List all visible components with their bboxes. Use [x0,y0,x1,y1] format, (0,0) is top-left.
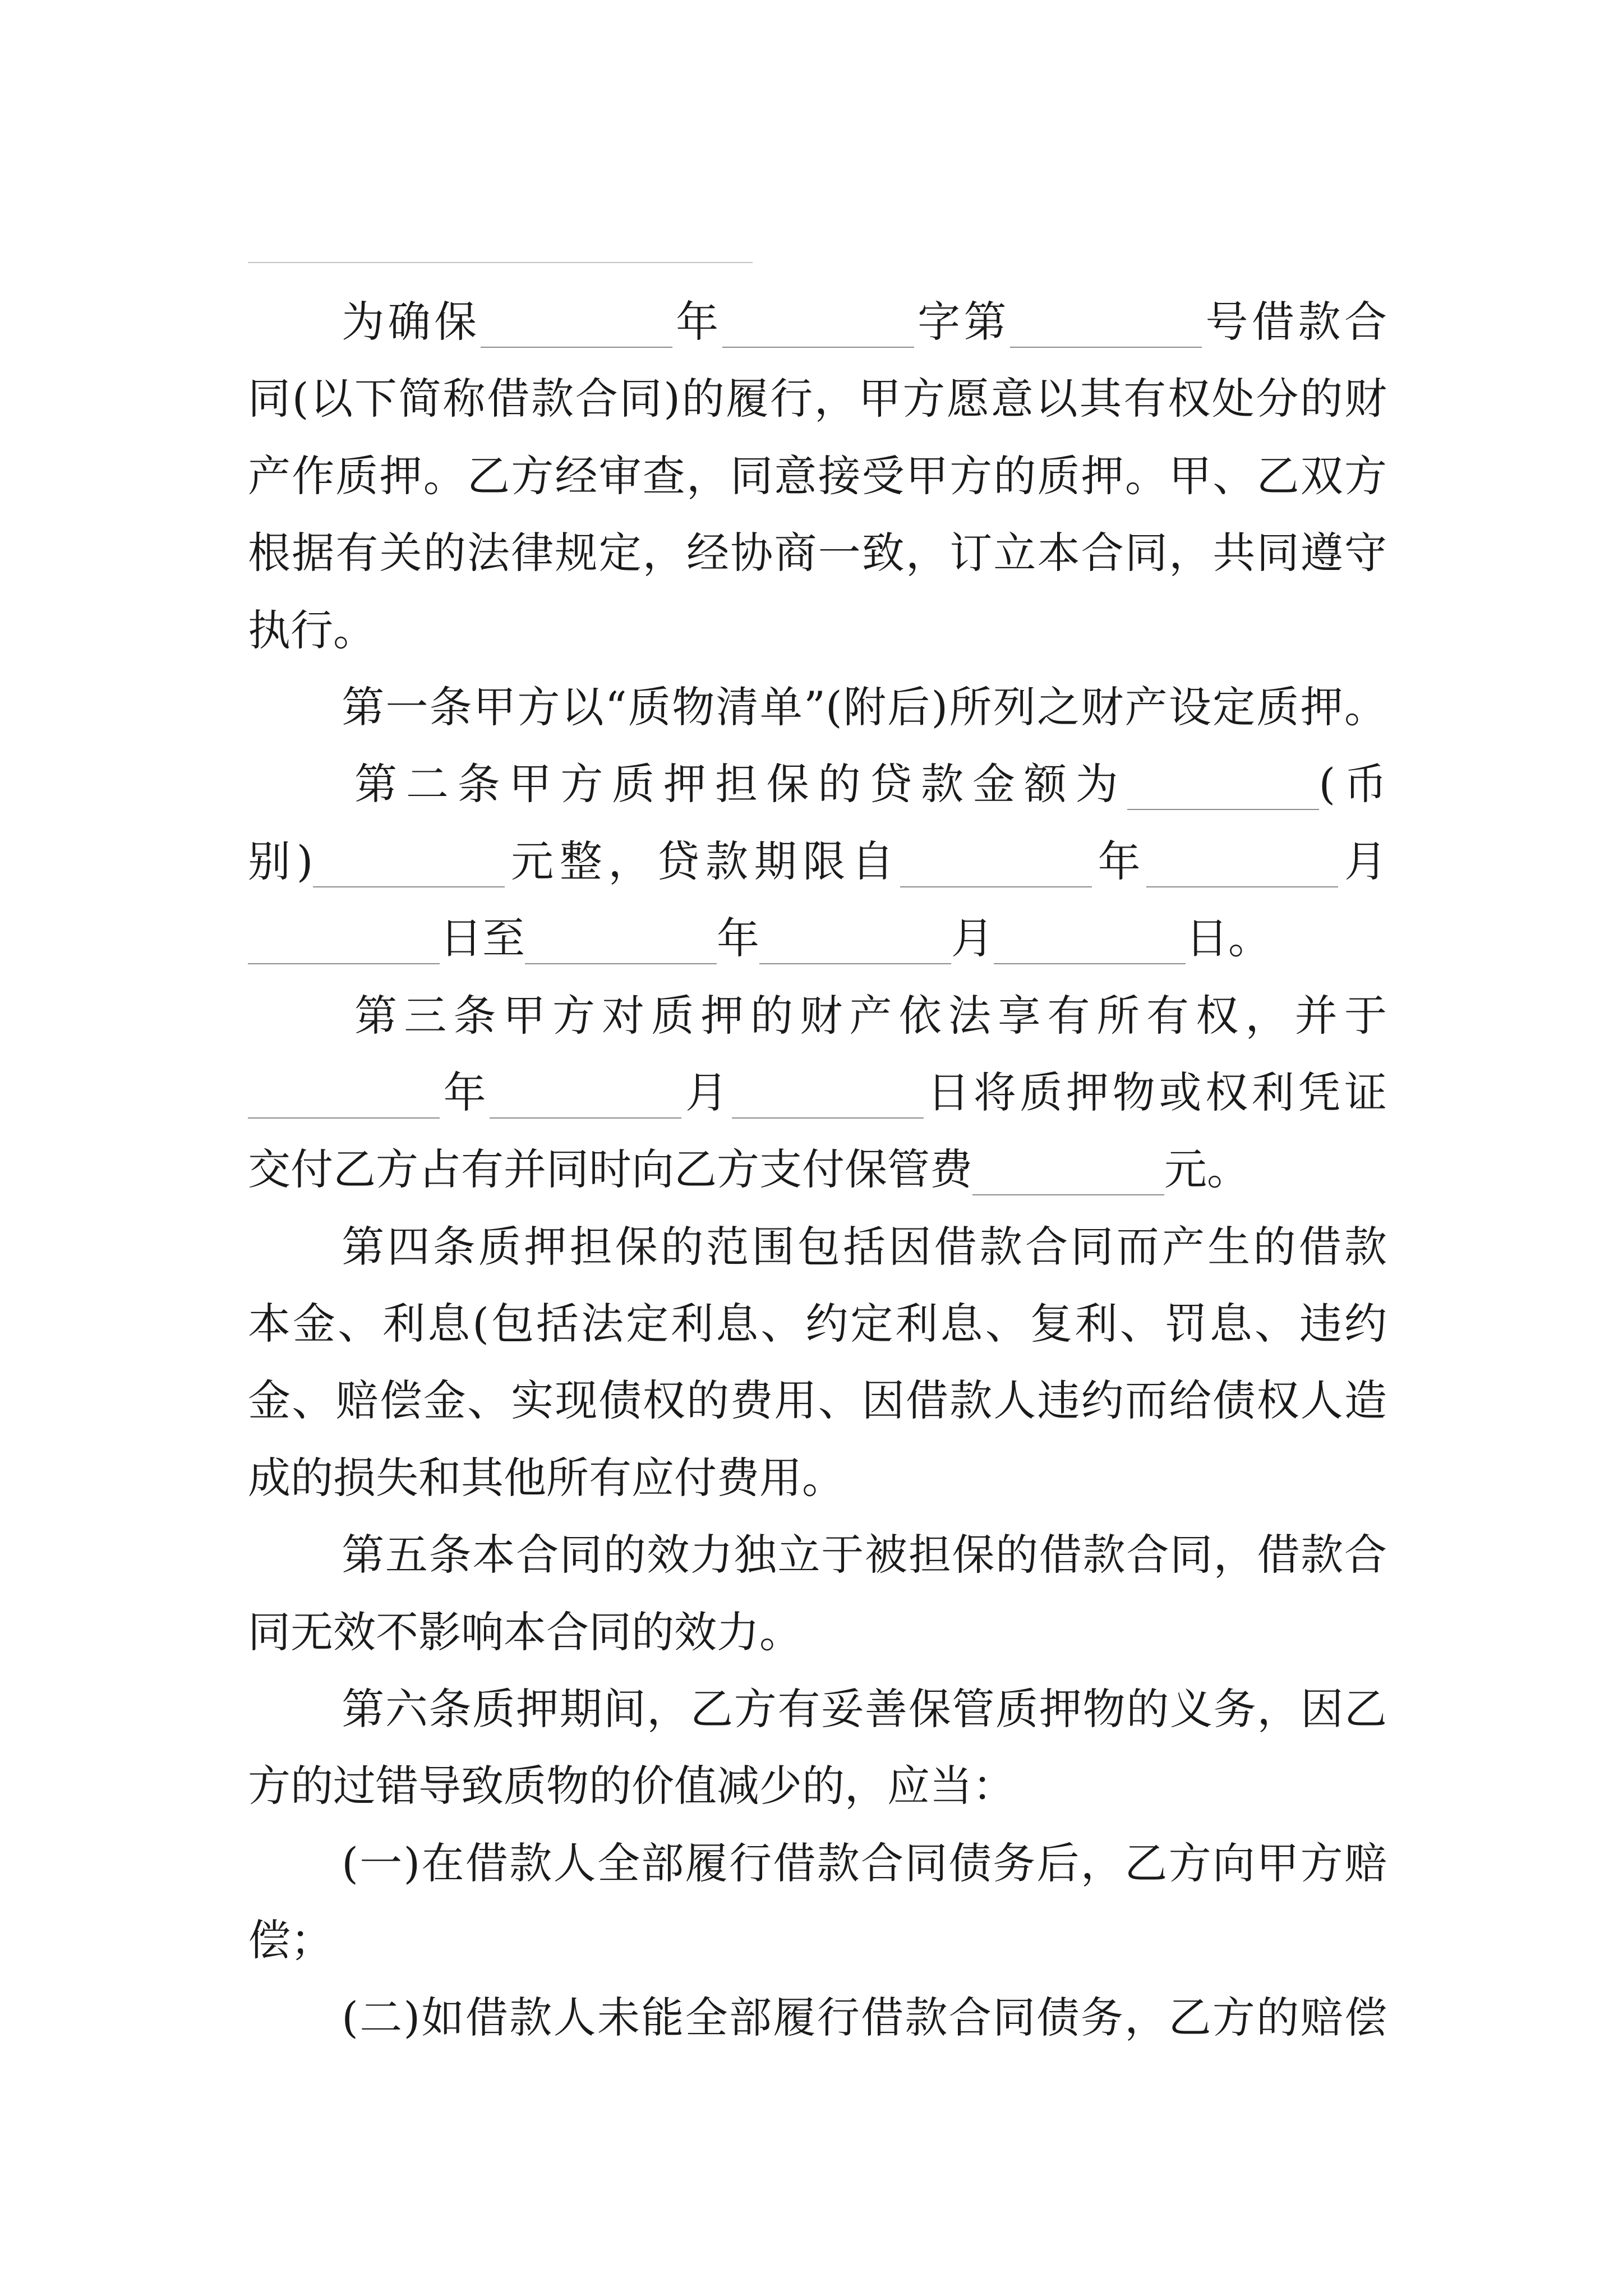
clause-2-paragraph [248,1979,1387,2056]
article-1-paragraph [248,669,1387,746]
blank-field [1146,836,1338,887]
text-line: 第二条甲方质押担保的贷款金额为 (币 [354,759,1387,809]
blank-field [313,836,505,887]
blank-field [481,297,672,348]
text-line: 年 月 日将质押物或权利凭证 [248,1054,1387,1131]
article-5-paragraph [248,1516,1387,1671]
article-4-paragraph [248,1208,1387,1517]
blank-field [490,1068,681,1119]
text-line: 产作质押。乙方经审查，同意接受甲方的质押。甲、乙双方 [248,450,1387,501]
blank-field [248,1068,440,1119]
text-line: 第六条质押期间，乙方有妥善保管质押物的义务，因乙 [342,1684,1387,1734]
text-line: 同无效不影响本合同的效力。 [248,1607,802,1657]
text-line: 日至 年 月 日。 [248,900,1387,977]
text-line: 成的损失和其他所有应付费用。 [248,1452,845,1503]
text-line: 执行。 [248,605,376,655]
text-line: 偿； [248,1915,333,1966]
clause-1-paragraph [248,1825,1387,1979]
text-line: 第五条本合同的效力独立于被担保的借款合同，借款合 [342,1530,1387,1580]
text-line: 交付乙方占有并同时向乙方支付保管费 元。 [248,1144,1249,1195]
text-line: 根据有关的法律规定，经协商一致，订立本合同，共同遵守 [248,528,1387,578]
text-line: (二)如借款人未能全部履行借款合同债务，乙方的赔偿 [342,1992,1387,2042]
article-3-paragraph [248,977,1387,1208]
text-line: 第三条甲方对质押的财产依法享有所有权，并于 [354,990,1387,1041]
text-line: 为确保 年 字第 号借款合 [342,297,1387,347]
preamble-paragraph [248,283,1387,669]
article-6-paragraph [248,1671,1387,1825]
text-line: 第一条甲方以“质物清单”(附后)所列之财产设定质押。 [342,682,1387,732]
text-line: 金、赔偿金、实现债权的费用、因借款人违约而给债权人造 [248,1375,1387,1426]
blank-field [248,913,440,964]
text-line: 同(以下简称借款合同)的履行，甲方愿意以其有权处分的财 [248,374,1387,424]
header-rule [248,262,753,263]
blank-field [732,1068,924,1119]
blank-field [722,297,914,348]
blank-field [759,913,951,964]
blank-field [972,1144,1164,1195]
blank-field [994,913,1186,964]
article-2-paragraph [248,746,1387,977]
blank-field [900,836,1092,887]
blank-field [1127,759,1319,810]
blank-field [1010,297,1202,348]
text-line: 方的过错导致质物的价值减少的，应当： [248,1761,1015,1811]
text-line: 第四条质押担保的范围包括因借款合同而产生的借款 [342,1221,1387,1272]
text-line: 别) 元整，贷款期限自 年 月 [248,836,1387,886]
text-line: 本金、利息(包括法定利息、约定利息、复利、罚息、违约 [248,1299,1387,1349]
blank-field [525,913,717,964]
text-line: (一)在借款人全部履行借款合同债务后，乙方向甲方赔 [342,1838,1387,1888]
contract-body [248,283,1387,2056]
